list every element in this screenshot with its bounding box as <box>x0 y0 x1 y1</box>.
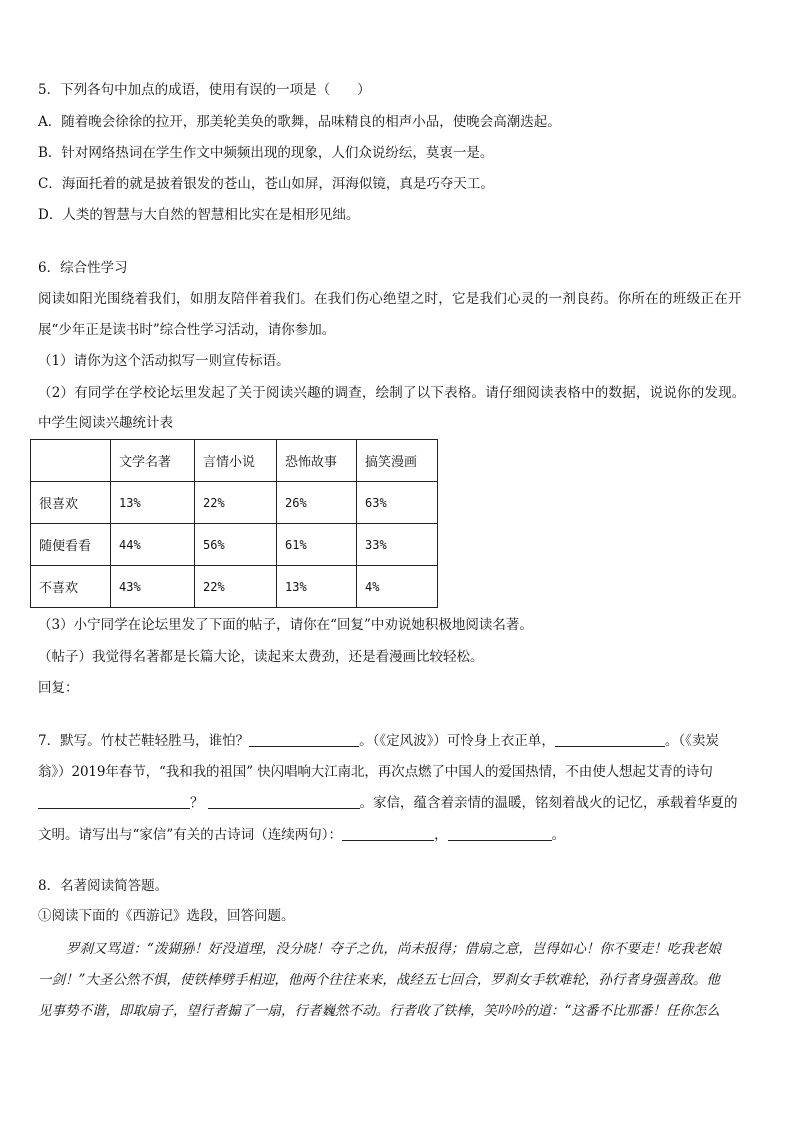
q7-text: ？ <box>190 795 204 811</box>
q6-reply-label: 回复： <box>38 680 79 696</box>
q7-text: 。家信，蕴含着亲情的温暖，铭刻着战火的记忆，承载着华夏的 <box>359 795 738 811</box>
table-header-cell: 恐怖故事 <box>277 440 357 482</box>
table-cell: 56% <box>195 524 277 566</box>
q8-sub1: ①阅读下面的《西游记》选段，回答问题。 <box>38 908 295 924</box>
q8-passage-line3: 见事势不谐，即取扇子，望行者搧了一扇，行者巍然不动。行者收了铁棒，笑吟吟的道：“这番不比那番！任你怎么 <box>38 1003 720 1019</box>
table-cell: 4% <box>357 566 438 608</box>
table-cell: 26% <box>277 482 357 524</box>
table-cell: 63% <box>357 482 438 524</box>
q7-text: 。（《定风波》）可怜身上衣正单， <box>359 733 555 749</box>
table-cell: 13% <box>111 482 195 524</box>
table-row <box>31 524 438 566</box>
q7-text: ， <box>434 827 448 843</box>
table-cell: 13% <box>277 566 357 608</box>
q7-line4 <box>38 825 565 845</box>
q7-text: 。 <box>551 827 566 843</box>
q7-line3 <box>38 793 738 813</box>
q6-sub3: （3）小宁同学在论坛里发了下面的帖子，请你在“回复”中劝说她积极地阅读名著。 <box>38 617 533 633</box>
table-cell: 22% <box>195 566 277 608</box>
table-cell: 33% <box>357 524 438 566</box>
q6-table-title: 中学生阅读兴趣统计表 <box>38 415 173 431</box>
answer-blank[interactable] <box>38 794 190 809</box>
q6-intro-line2: 展“少年正是读书时”综合性学习活动，请你参加。 <box>38 322 336 338</box>
q7-text: 。（《卖炭 <box>664 733 719 749</box>
q6-intro-line1: 阅读如阳光围绕着我们，如朋友陪伴着我们。在我们伤心绝望之时，它是我们心灵的一剂良药。你所在的班级正在开 <box>38 291 742 307</box>
table-header-cell: 搞笑漫画 <box>357 440 438 482</box>
table-header-cell <box>31 440 111 482</box>
q5-option-d: D．人类的智慧与大自然的智慧相比实在是相形见绌。 <box>38 207 360 223</box>
q7-line2: 翁》）2019年春节，“我和我的祖国” 快闪唱响大江南北，再次点燃了中国人的爱国热情，不由使人想起艾青的诗句 <box>38 764 713 780</box>
table-row <box>31 566 438 608</box>
q7-text: 文明。请写出与“家信”有关的古诗词（连续两句）： <box>38 827 343 843</box>
answer-blank[interactable] <box>208 794 360 809</box>
q6-sub2: （2）有同学在学校论坛里发起了关于阅读兴趣的调查，绘制了以下表格。请仔细阅读表格中的数据，说说你的发现。 <box>38 385 746 401</box>
q8-title: 8．名著阅读简答题。 <box>38 878 169 894</box>
table-cell: 43% <box>111 566 195 608</box>
answer-blank[interactable] <box>448 826 552 841</box>
table-cell: 61% <box>277 524 357 566</box>
q8-passage-line2: 一剑！”大圣公然不惧，使铁棒劈手相迎，他两个往往来来，战经五七回合，罗刹女手软难轮，孙行者身强善敌。他 <box>38 972 720 988</box>
q5-stem: 5．下列各句中加点的成语，使用有误的一项是（ ） <box>38 82 371 98</box>
answer-blank[interactable] <box>555 732 665 747</box>
q5-option-a: A．随着晚会徐徐的拉开，那美轮美奂的歌舞，品味精良的相声小品，使晚会高潮迭起。 <box>38 114 561 130</box>
table-header-row <box>31 440 438 482</box>
reading-interest-table <box>30 439 438 608</box>
q7-line1 <box>38 731 719 751</box>
q7-text: 7．默写。竹杖芒鞋轻胜马，谁怕？ <box>38 733 250 749</box>
table-header-cell: 言情小说 <box>195 440 277 482</box>
answer-blank[interactable] <box>249 732 359 747</box>
table-row <box>31 482 438 524</box>
answer-blank[interactable] <box>342 826 434 841</box>
q6-sub1: （1）请你为这个活动拟写一则宣传标语。 <box>38 353 290 369</box>
table-row-label: 随便看看 <box>31 524 111 566</box>
q6-title: 6．综合性学习 <box>38 260 128 276</box>
q5-option-c: C．海面托着的就是披着银发的苍山，苍山如屏，洱海似镜，真是巧夺天工。 <box>38 176 494 192</box>
q5-option-b: B．针对网络热词在学生作文中频频出现的现象，人们众说纷纭，莫衷一是。 <box>38 145 494 161</box>
table-cell: 22% <box>195 482 277 524</box>
table-row-label: 不喜欢 <box>31 566 111 608</box>
table-cell: 44% <box>111 524 195 566</box>
q6-post: （帖子）我觉得名著都是长篇大论，读起来太费劲，还是看漫画比较轻松。 <box>38 649 484 665</box>
q8-passage-line1: 罗刹又骂道：“泼猢狲！好没道理，没分晓！夺子之仇，尚未报得；借扇之意，岂得如心！你不要走！吃我老娘 <box>66 941 721 957</box>
table-header-cell: 文学名著 <box>111 440 195 482</box>
table-row-label: 很喜欢 <box>31 482 111 524</box>
